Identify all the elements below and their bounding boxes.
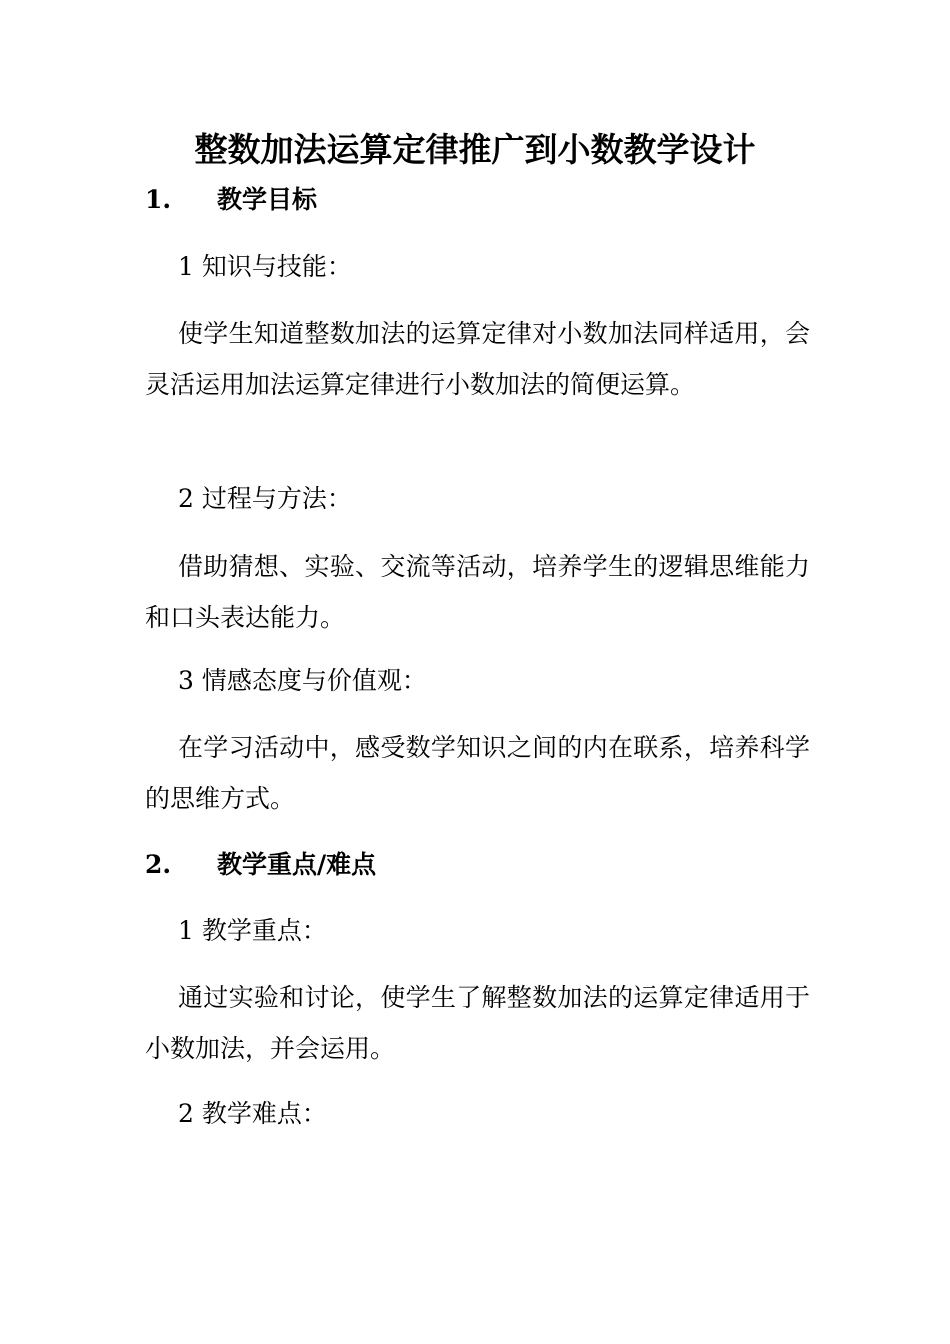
subheading-knowledge-skills: 1 知识与技能： [178,252,352,281]
paragraph-emotion-values: 在学习活动中，感受数学知识之间的内在联系，培养科学的思维方式。 [145,733,810,813]
paragraph-key-point: 通过实验和讨论，使学生了解整数加法的运算定律适用于小数加法，并会运用。 [145,983,810,1063]
section-title: 教学目标 [217,185,318,214]
section-heading-key-points [145,848,376,882]
section-title: 教学重点/难点 [217,850,377,879]
paragraph-knowledge-skills: 使学生知道整数加法的运算定律对小数加法同样适用，会灵活运用加法运算定律进行小数加法的简便运算。 [145,319,810,399]
section-heading-objectives [145,183,317,217]
paragraph-process-methods: 借助猜想、实验、交流等活动，培养学生的逻辑思维能力和口头表达能力。 [145,552,810,632]
section-number: 1. [145,185,172,214]
document-title: 整数加法运算定律推广到小数教学设计 [194,130,756,169]
subheading-process-methods: 2 过程与方法： [178,484,352,513]
section-number: 2. [145,850,172,879]
subheading-emotion-values: 3 情感态度与价值观： [178,666,427,695]
subheading-difficulty: 2 教学难点： [178,1099,327,1128]
subheading-key-point: 1 教学重点： [178,916,327,945]
